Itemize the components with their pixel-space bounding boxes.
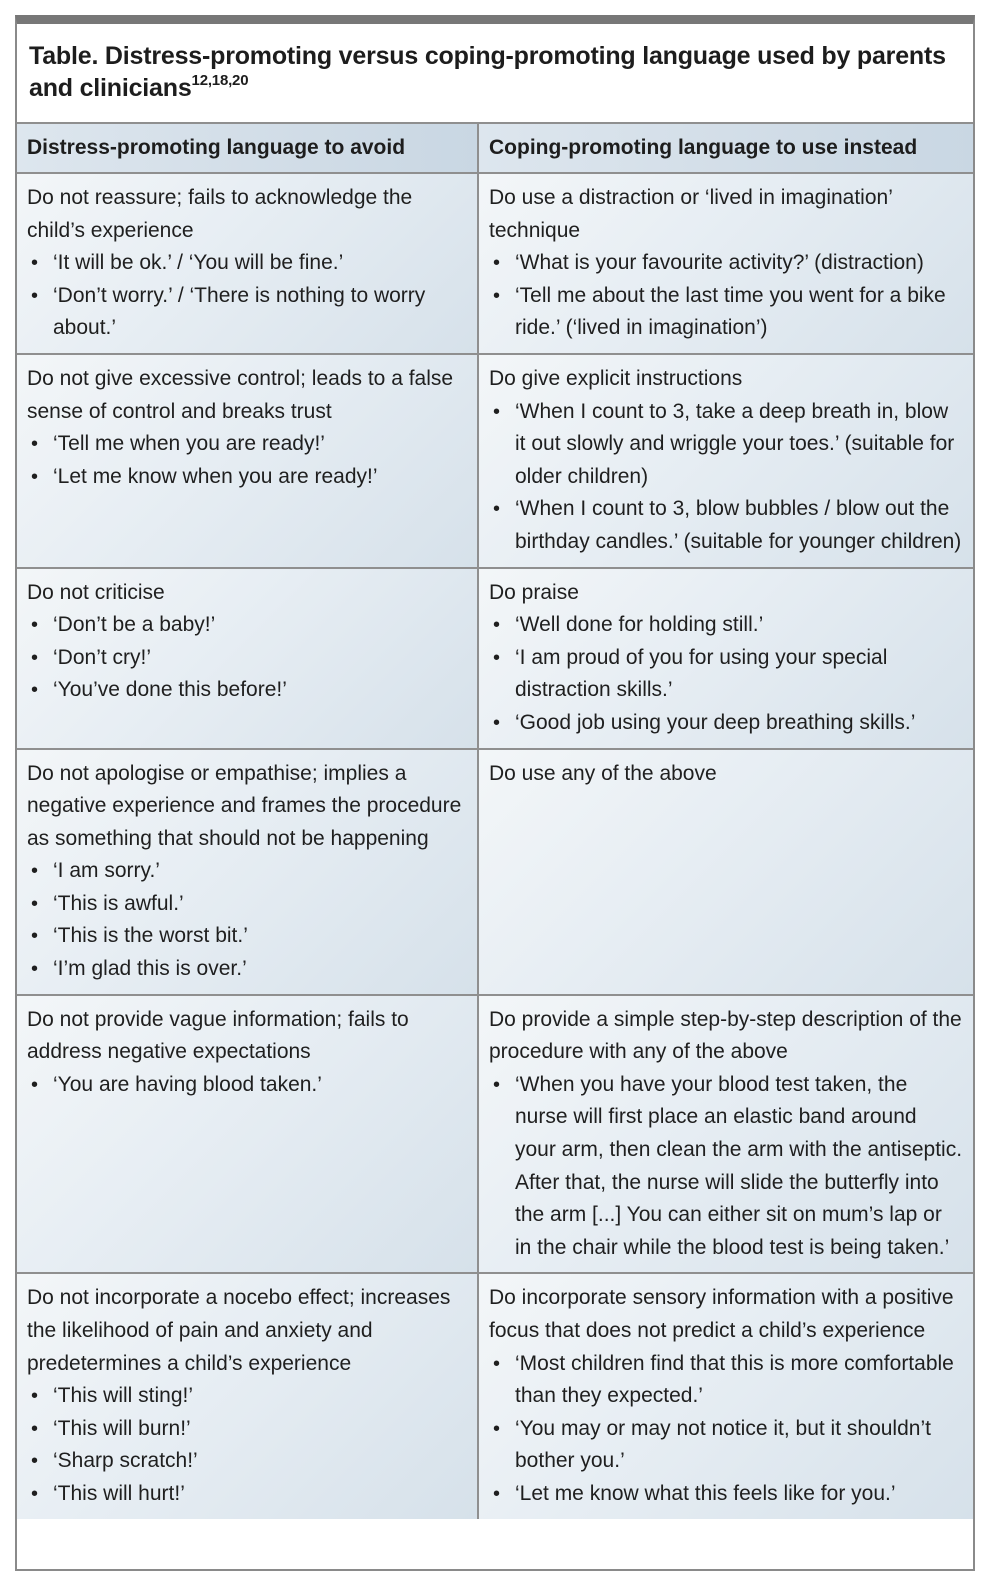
example-text: ‘Don’t be a baby!’ <box>53 613 216 637</box>
table-row <box>17 173 973 354</box>
example-list <box>489 609 963 739</box>
example-text: ‘This is awful.’ <box>53 891 184 915</box>
cell-avoid <box>17 995 478 1274</box>
example-item <box>493 493 963 558</box>
table-title <box>17 24 973 122</box>
cell-use <box>478 749 973 995</box>
table-title-text: Table. Distress-promoting versus coping-promoting language used by parents and clinicians <box>29 42 946 102</box>
example-item <box>31 428 467 461</box>
cell-lead-text: Do not incorporate a nocebo effect; increases the likelihood of pain and anxiety and predetermines a child’s experience <box>27 1286 451 1375</box>
cell-use <box>478 995 973 1274</box>
bullet-icon: • <box>31 1450 39 1473</box>
cell-lead-text: Do provide a simple step-by-step description of the procedure with any of the above <box>489 1007 962 1064</box>
bullet-icon: • <box>31 284 39 307</box>
bullet-icon: • <box>31 614 39 637</box>
example-item <box>493 396 963 494</box>
cell-avoid <box>17 568 478 749</box>
table-row <box>17 749 973 995</box>
example-text: ‘Most children find that this is more comfortable than they expected.’ <box>515 1351 954 1408</box>
bullet-icon: • <box>493 1352 501 1375</box>
example-text: ‘You may or may not notice it, but it shouldn’t bother you.’ <box>515 1416 931 1473</box>
example-item <box>493 247 963 280</box>
example-text: ‘I am sorry.’ <box>53 859 160 883</box>
bullet-icon: • <box>31 252 39 275</box>
bullet-icon: • <box>31 958 39 981</box>
cell-lead-text: Do not apologise or empathise; implies a negative experience and frames the procedure as something that should not be happening <box>27 761 462 850</box>
cell-avoid <box>17 1273 478 1518</box>
cell-lead-text: Do not criticise <box>27 580 165 604</box>
cell-avoid <box>17 749 478 995</box>
bullet-icon: • <box>31 1482 39 1505</box>
cell-use <box>478 568 973 749</box>
example-item <box>493 707 963 740</box>
example-list <box>27 1380 467 1510</box>
bullet-icon: • <box>493 1417 501 1440</box>
example-text: ‘When I count to 3, take a deep breath in, blow it out slowly and wriggle your toes.’ (suitable for older children) <box>515 399 955 488</box>
example-text: ‘Let me know when you are ready!’ <box>53 464 378 488</box>
bullet-icon: • <box>31 892 39 915</box>
example-list <box>489 396 963 559</box>
example-item <box>493 609 963 642</box>
bullet-icon: • <box>493 498 501 521</box>
example-text: ‘Tell me about the last time you went for a bike ride.’ (‘lived in imagination’) <box>515 283 946 340</box>
example-list <box>27 428 467 493</box>
bullet-icon: • <box>31 860 39 883</box>
table-row <box>17 568 973 749</box>
example-text: ‘You are having blood taken.’ <box>53 1072 322 1096</box>
table-frame <box>15 15 975 1571</box>
example-item <box>31 642 467 675</box>
example-text: ‘Don’t cry!’ <box>53 645 152 669</box>
cell-lead-text: Do use a distraction or ‘lived in imagination’ technique <box>489 186 893 242</box>
example-text: ‘Tell me when you are ready!’ <box>53 432 325 456</box>
table-row <box>17 1273 973 1518</box>
example-text: ‘When you have your blood test taken, the nurse will first place an elastic band around your arm, then clean the arm with the antiseptic. After that, the nurse will slide the butterfly into the arm [...] You can either sit on mum’s lap or in the chair while the blood test is being taken.’ <box>515 1072 963 1259</box>
example-item <box>31 953 467 986</box>
example-item <box>493 1069 963 1265</box>
header-avoid: Distress-promoting language to avoid <box>17 123 478 173</box>
example-item <box>493 1348 963 1413</box>
example-text: ‘Let me know what this feels like for you.’ <box>515 1481 896 1505</box>
title-references: 12,18,20 <box>191 71 249 89</box>
example-item <box>31 461 467 494</box>
bullet-icon: • <box>493 400 501 423</box>
table-body <box>17 173 973 1519</box>
example-text: ‘Don’t worry.’ / ‘There is nothing to worry about.’ <box>53 283 426 340</box>
bullet-icon: • <box>31 1073 39 1096</box>
example-item <box>493 1478 963 1511</box>
example-list <box>27 855 467 985</box>
bullet-icon: • <box>493 646 501 669</box>
example-list <box>27 247 467 345</box>
cell-lead-text: Do praise <box>489 580 579 604</box>
cell-avoid <box>17 354 478 568</box>
cell-lead-text: Do incorporate sensory information with a positive focus that does not predict a child’s experience <box>489 1286 954 1342</box>
example-item <box>493 280 963 345</box>
example-text: ‘Good job using your deep breathing skills.’ <box>515 710 916 734</box>
cell-lead-text: Do not give excessive control; leads to a false sense of control and breaks trust <box>27 366 454 423</box>
bullet-icon: • <box>31 925 39 948</box>
bullet-icon: • <box>493 284 501 307</box>
example-text: ‘Well done for holding still.’ <box>515 613 764 637</box>
cell-use <box>478 1273 973 1518</box>
example-text: ‘This will burn!’ <box>53 1416 191 1440</box>
header-row <box>17 123 973 173</box>
bullet-icon: • <box>493 1482 501 1505</box>
example-item <box>31 280 467 345</box>
table-row <box>17 995 973 1274</box>
example-item <box>493 1413 963 1478</box>
example-list <box>489 1348 963 1511</box>
example-text: ‘I’m glad this is over.’ <box>53 957 247 981</box>
example-item <box>31 855 467 888</box>
example-text: ‘This will sting!’ <box>53 1384 194 1408</box>
bullet-icon: • <box>493 252 501 275</box>
example-list <box>489 1069 963 1265</box>
example-item <box>31 609 467 642</box>
bullet-icon: • <box>493 1073 501 1096</box>
example-text: ‘It will be ok.’ / ‘You will be fine.’ <box>53 251 344 275</box>
bullet-icon: • <box>31 1417 39 1440</box>
bullet-icon: • <box>31 433 39 456</box>
bullet-icon: • <box>31 646 39 669</box>
example-item <box>31 674 467 707</box>
example-item <box>31 1478 467 1511</box>
example-text: ‘This is the worst bit.’ <box>53 924 248 948</box>
example-text: ‘This will hurt!’ <box>53 1481 185 1505</box>
example-item <box>31 247 467 280</box>
bullet-icon: • <box>31 1385 39 1408</box>
example-item <box>31 888 467 921</box>
example-item <box>31 1445 467 1478</box>
bullet-icon: • <box>31 465 39 488</box>
cell-avoid <box>17 173 478 354</box>
example-list <box>27 1069 467 1102</box>
header-use: Coping-promoting language to use instead <box>478 123 973 173</box>
example-text: ‘I am proud of you for using your special distraction skills.’ <box>515 645 888 702</box>
example-item <box>31 1413 467 1446</box>
example-item <box>31 920 467 953</box>
cell-lead-text: Do give explicit instructions <box>489 366 743 390</box>
example-text: ‘What is your favourite activity?’ (distraction) <box>515 251 924 275</box>
bullet-icon: • <box>493 711 501 734</box>
cell-lead-text: Do not provide vague information; fails to address negative expectations <box>27 1007 409 1064</box>
example-text: ‘When I count to 3, blow bubbles / blow out the birthday candles.’ (suitable for younger children) <box>515 497 962 553</box>
cell-lead-text: Do not reassure; fails to acknowledge the child’s experience <box>27 186 413 242</box>
cell-lead-text: Do use any of the above <box>489 761 717 785</box>
bullet-icon: • <box>31 679 39 702</box>
example-item <box>31 1069 467 1102</box>
cell-use <box>478 173 973 354</box>
cell-use <box>478 354 973 568</box>
table-row <box>17 354 973 568</box>
example-item <box>493 642 963 707</box>
example-text: ‘Sharp scratch!’ <box>53 1449 198 1473</box>
example-list <box>489 247 963 345</box>
bullet-icon: • <box>493 614 501 637</box>
example-text: ‘You’ve done this before!’ <box>53 678 287 702</box>
example-list <box>27 609 467 707</box>
language-table <box>17 122 973 1519</box>
example-item <box>31 1380 467 1413</box>
